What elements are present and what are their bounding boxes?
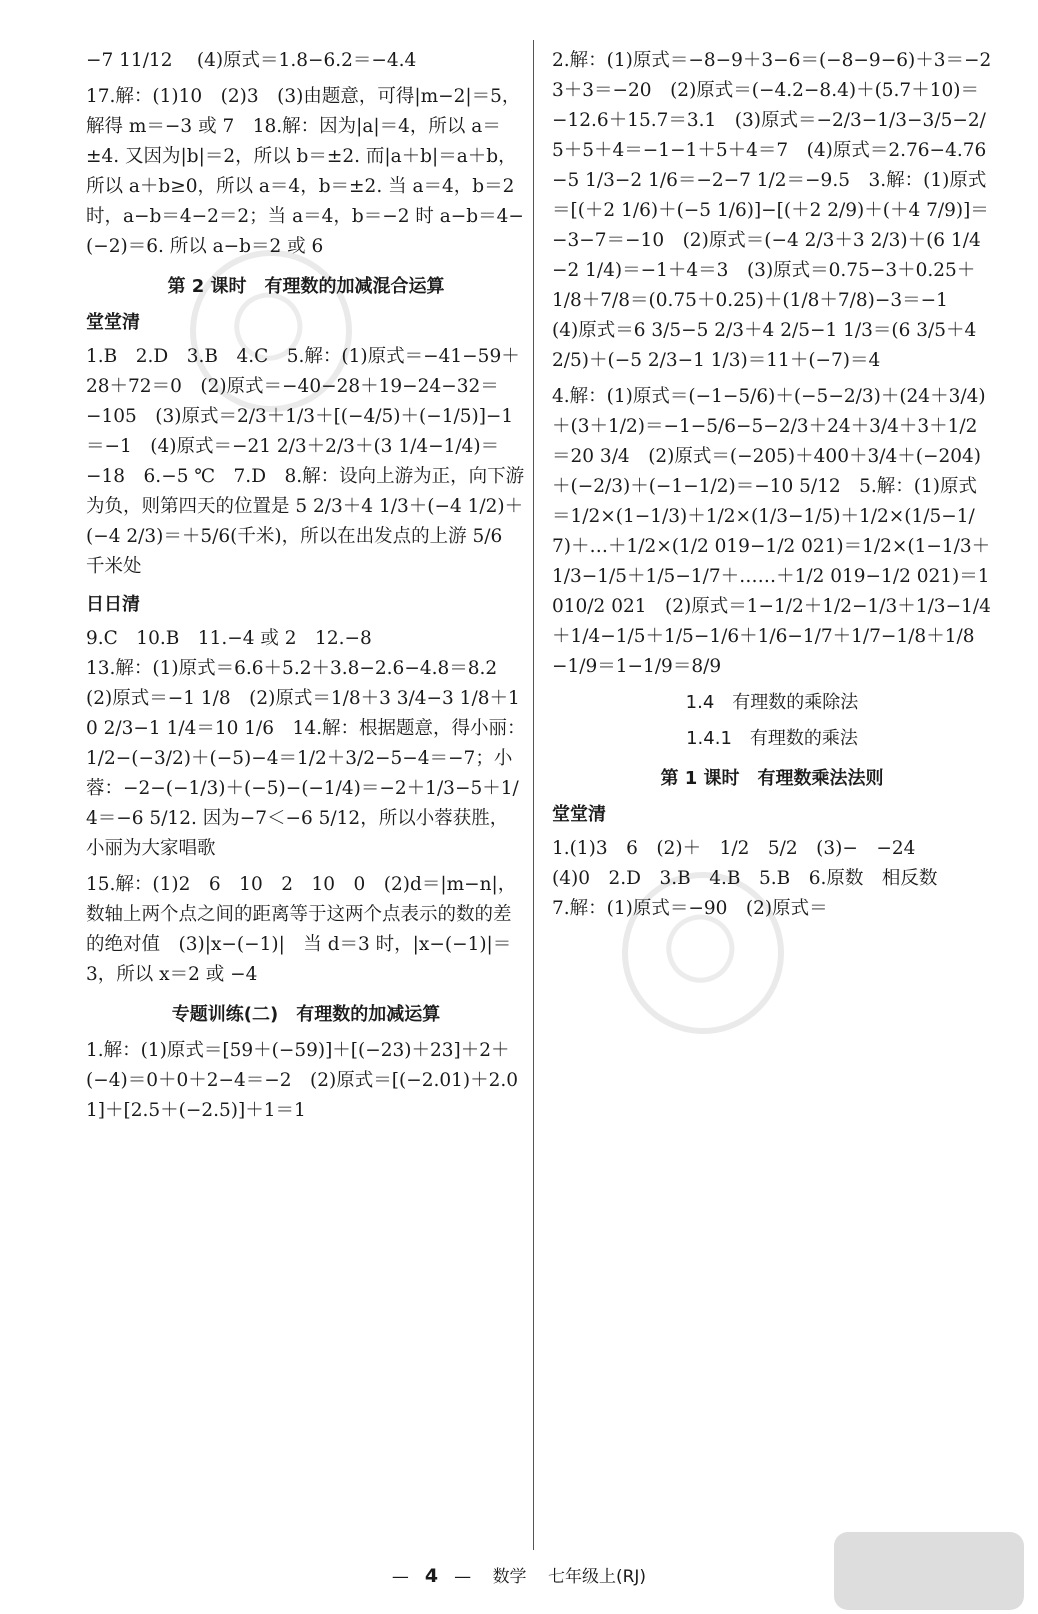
column-divider [533,40,534,1550]
answer-paragraph: 17.解：(1)10 (2)3 (3)由题意，可得|m−2|＝5，解得 m＝−3 或 7 18.解：因为|a|＝4，所以 a＝±4. 又因为|b|＝2，所以 b＝±2. 而|a＋b|＝a＋b，所以 a＋b≥0，所以 a＝4，b＝±2. 当 a＝4，b＝2 时，a−b＝4−2＝2；当 a＝4，b＝−2 时 a−b＝4−(−2)＝6. 所以 a−b＝2 或 6 [86,86,524,257]
section-label: 日日清 [86,594,140,615]
right-column [552,46,992,924]
answer-line: 9.C 10.B 11.−4 或 2 12.−8 [86,628,372,649]
answer-paragraph: 2.解：(1)原式＝−8−9＋3−6＝(−8−9−6)＋3＝−23＋3＝−20 (2)原式＝(−4.2−8.4)＋(5.7＋10)＝−12.6＋15.7＝3.1 (3)原式＝−2/3−1/3−3/5−2/5＋5＋4＝−1−1＋5＋4＝7 (4)原式＝2.76−4.76−5 1/3−2 1/6＝−2−7 1/2＝−9.5 3.解：(1)原式＝[(＋2 1/6)＋(−5 1/6)]−[(＋2 2/9)＋(＋4 7/9)]＝−3−7＝−10 (2)原式＝(−4 2/3＋3 2/3)＋(6 1/4−2 1/4)＝−1＋4＝3 (3)原式＝0.75−3＋0.25＋1/8＋7/8＝(0.75＋0.25)＋(1/8＋7/8)−3＝−1 (4)原式＝6 3/5−5 2/3＋4 2/5−1 1/3＝(6 3/5＋4 2/5)＋(−5 2/3−1 1/3)＝11＋(−7)＝4 [552,50,992,371]
answer-line: (4)0 2.D 3.B 4.B 5.B 6.原数 相反数 [552,868,938,889]
lesson-heading: 第 2 课时 有理数的加减混合运算 [167,276,445,297]
section-label: 堂堂清 [86,312,140,333]
answer-paragraph: 13.解：(1)原式＝6.6＋5.2＋3.8−2.6−4.8＝8.2 (2)原式＝−1 1/8 (2)原式＝1/8＋3 3/4−3 1/8＋10 2/3−1 1/4＝10 1/6 14.解：根据题意，得小丽：1/2−(−3/2)＋(−5)−4＝1/2＋3/2−5−4＝−7；小蓉：−2−(−1/3)＋(−5)−(−1/4)＝−2＋1/3−5＋1/4＝−6 5/12. 因为−7＜−6 5/12，所以小蓉获胜，小丽为大家唱歌 [86,658,526,859]
subject-label: 数学 [492,1567,527,1587]
section-title: 1.4 有理数的乘除法 [685,692,859,713]
topic-heading: 专题训练(二) 有理数的加减运算 [171,1004,441,1025]
subsection-title: 1.4.1 有理数的乘法 [686,728,858,749]
answer-paragraph: 4.解：(1)原式＝(−1−5/6)＋(−5−2/3)＋(24＋3/4)＋(3＋1/2)＝−1−5/6−5−2/3＋24＋3/4＋3＋1/2＝20 3/4 (2)原式＝(−205)＋400＋3/4＋(−204)＋(−2/3)＋(−1−1/2)＝−10 5/12 5.解：(1)原式＝1/2×(1−1/3)＋1/2×(1/3−1/5)＋1/2×(1/5−1/7)＋…＋1/2×(1/2 019−1/2 021)＝1/2×(1−1/3＋1/3−1/5＋1/5−1/7＋……＋1/2 019−1/2 021)＝1 010/2 021 (2)原式＝1−1/2＋1/2−1/3＋1/3−1/4＋1/4−1/5＋1/5−1/6＋1/6−1/7＋1/7−1/8＋1/8−1/9＝1−1/9＝8/9 [552,386,991,677]
answer-paragraph: 15.解：(1)2 6 10 2 10 0 (2)d＝|m−n|，数轴上两个点之间的距离等于这两个点表示的数的差的绝对值 (3)|x−(−1)| 当 d＝3 时，|x−(−1)|＝3，所以 x＝2 或 −4 [86,874,517,985]
grade-label: 七年级上(RJ) [547,1567,647,1587]
answer-line: −7 11/12 (4)原式＝1.8−6.2＝−4.4 [86,50,417,71]
site-watermark-stamp [834,1532,1024,1610]
answer-line: 1.(1)3 6 (2)＋ 1/2 5/2 (3)− −24 [552,838,916,859]
page-footer: — 4 — 数学 七年级上(RJ) [391,1565,647,1587]
page-number: 4 [424,1565,439,1587]
answer-line: 7.解：(1)原式＝−90 (2)原式＝ [552,898,828,919]
answer-paragraph: 1.解：(1)原式＝[59＋(−59)]＋[(−23)＋23]＋2＋(−4)＝0＋0＋2−4＝−2 (2)原式＝[(−2.01)＋2.01]＋[2.5＋(−2.5)]＋1＝1 [86,1040,519,1121]
answer-paragraph: 1.B 2.D 3.B 4.C 5.解：(1)原式＝−41−59＋28＋72＝0 (2)原式＝−40−28＋19−24−32＝−105 (3)原式＝2/3＋1/3＋[(−4/5)＋(−1/5)]−1＝−1 (4)原式＝−21 2/3＋2/3＋(3 1/4−1/4)＝−18 6.−5 ℃ 7.D 8.解：设向上游为正，向下游为负，则第四天的位置是 5 2/3＋4 1/3＋(−4 1/2)＋(−4 2/3)＝＋5/6(千米)，所以在出发点的上游 5/6 千米处 [86,346,525,577]
lesson-heading: 第 1 课时 有理数乘法法则 [660,768,884,789]
section-label: 堂堂清 [552,804,606,825]
left-column [86,46,526,1126]
